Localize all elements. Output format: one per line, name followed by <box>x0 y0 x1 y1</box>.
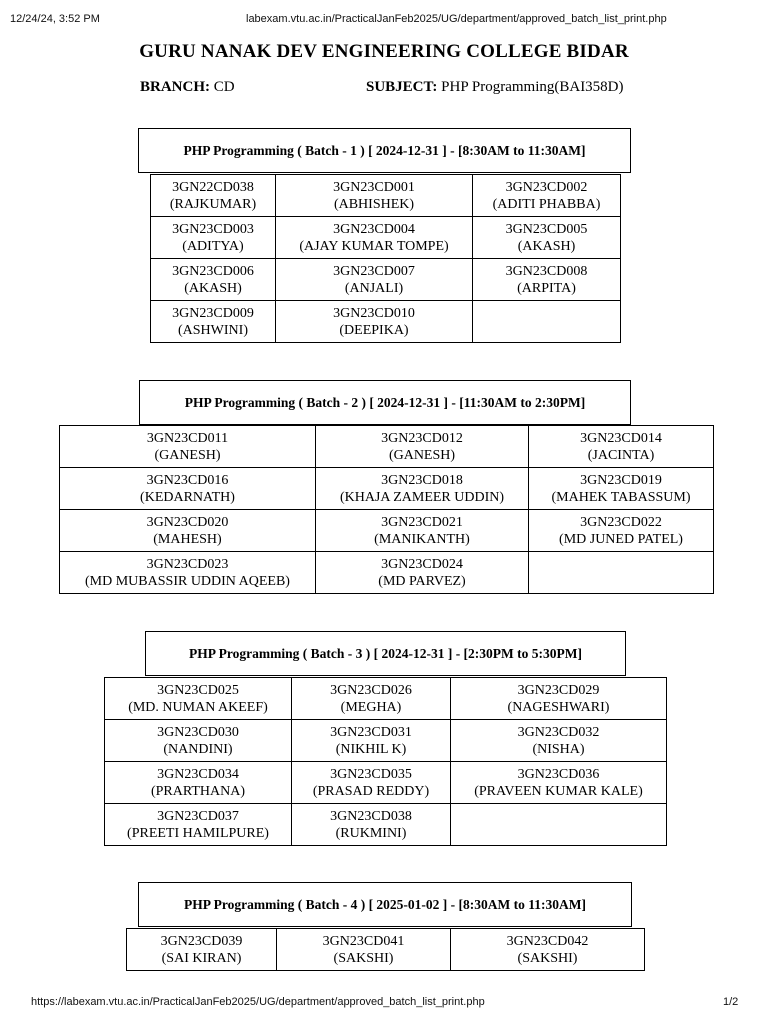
student-cell <box>473 175 621 217</box>
student-usn: 3GN23CD008 <box>505 263 588 279</box>
student-usn: 3GN23CD034 <box>157 766 239 782</box>
student-cell <box>151 301 276 343</box>
student-usn: 3GN23CD036 <box>517 766 600 782</box>
student-name: (ADITYA) <box>182 238 244 254</box>
branch-label: BRANCH: <box>140 79 210 95</box>
student-name: (JACINTA) <box>587 447 655 463</box>
student-name: (MD. NUMAN AKEEF) <box>128 699 268 715</box>
student-name: (RUKMINI) <box>335 825 407 841</box>
student-usn: 3GN23CD003 <box>172 221 254 237</box>
student-name: (MAHEK TABASSUM) <box>551 489 691 505</box>
student-name: (NANDINI) <box>163 741 233 757</box>
batch-table <box>59 425 714 594</box>
student-usn: 3GN23CD024 <box>381 556 463 572</box>
student-cell <box>451 678 667 720</box>
student-cell <box>276 301 473 343</box>
student-name: (ADITI PHABBA) <box>492 196 601 212</box>
student-cell <box>529 468 714 510</box>
student-usn: 3GN23CD006 <box>172 263 254 279</box>
student-cell <box>60 426 316 468</box>
student-cell <box>60 468 316 510</box>
table-row <box>151 175 621 217</box>
print-timestamp: 12/24/24, 3:52 PM <box>10 13 100 25</box>
student-name: (GANESH) <box>388 447 456 463</box>
page-number: 1/2 <box>723 996 739 1008</box>
student-name: (ABHISHEK) <box>333 196 415 212</box>
student-usn: 3GN23CD038 <box>330 808 412 824</box>
student-usn: 3GN23CD039 <box>160 933 243 949</box>
batch-title: PHP Programming ( Batch - 2 ) [ 2024-12-31 ] - [11:30AM to 2:30PM] <box>139 380 631 425</box>
student-name: (DEEPIKA) <box>339 322 409 338</box>
student-name: (SAKSHI) <box>333 950 394 966</box>
student-name: (MD PARVEZ) <box>378 573 466 589</box>
student-usn: 3GN23CD031 <box>330 724 412 740</box>
student-usn: 3GN23CD012 <box>381 430 463 446</box>
student-usn: 3GN23CD020 <box>146 514 229 530</box>
batch-table <box>126 928 645 971</box>
student-cell <box>60 552 316 594</box>
student-cell <box>451 720 667 762</box>
student-name: (AKASH) <box>184 280 242 296</box>
student-cell <box>276 217 473 259</box>
table-row <box>105 762 667 804</box>
student-cell <box>151 259 276 301</box>
student-usn: 3GN23CD021 <box>381 514 463 530</box>
batch-table <box>104 677 667 846</box>
student-cell <box>316 510 529 552</box>
student-cell <box>292 762 451 804</box>
student-name: (PRASAD REDDY) <box>312 783 430 799</box>
table-row <box>105 804 667 846</box>
branch-line <box>140 79 235 96</box>
student-usn: 3GN23CD018 <box>381 472 463 488</box>
student-name: (SAKSHI) <box>517 950 578 966</box>
subject-value: PHP Programming(BAI358D) <box>441 79 624 95</box>
branch-value: CD <box>213 79 235 95</box>
student-usn: 3GN23CD029 <box>517 682 600 698</box>
student-name: (SAI KIRAN) <box>161 950 242 966</box>
student-cell <box>292 678 451 720</box>
subject-line <box>366 79 624 96</box>
student-name: (AKASH) <box>517 238 576 254</box>
student-usn: 3GN23CD042 <box>506 933 589 949</box>
student-usn: 3GN22CD038 <box>172 179 254 195</box>
student-cell <box>151 175 276 217</box>
table-row <box>151 301 621 343</box>
student-cell <box>105 720 292 762</box>
table-row <box>105 720 667 762</box>
student-cell <box>529 510 714 552</box>
student-name: (NAGESHWARI) <box>507 699 610 715</box>
empty-cell <box>451 804 667 846</box>
student-cell <box>105 678 292 720</box>
student-usn: 3GN23CD007 <box>333 263 415 279</box>
student-name: (MANIKANTH) <box>374 531 470 547</box>
student-cell <box>292 720 451 762</box>
table-row <box>60 510 714 552</box>
table-row <box>105 678 667 720</box>
student-cell <box>105 804 292 846</box>
student-cell <box>473 217 621 259</box>
student-cell <box>276 259 473 301</box>
student-usn: 3GN23CD035 <box>330 766 412 782</box>
student-usn: 3GN23CD016 <box>146 472 229 488</box>
print-header-url: labexam.vtu.ac.in/PracticalJanFeb2025/UG/department/approved_batch_list_print.php <box>246 13 667 25</box>
student-usn: 3GN23CD002 <box>505 179 588 195</box>
student-name: (ANJALI) <box>344 280 404 296</box>
table-row <box>151 259 621 301</box>
student-usn: 3GN23CD026 <box>330 682 412 698</box>
student-cell <box>316 468 529 510</box>
student-cell <box>276 175 473 217</box>
student-cell <box>127 929 277 971</box>
student-cell <box>316 552 529 594</box>
student-usn: 3GN23CD041 <box>322 933 405 949</box>
student-cell <box>451 762 667 804</box>
student-usn: 3GN23CD005 <box>505 221 588 237</box>
student-cell <box>316 426 529 468</box>
empty-cell <box>529 552 714 594</box>
student-name: (MAHESH) <box>153 531 222 547</box>
student-usn: 3GN23CD022 <box>580 514 662 530</box>
student-name: (PRARTHANA) <box>150 783 246 799</box>
student-cell <box>529 426 714 468</box>
student-cell <box>473 259 621 301</box>
student-name: (PRAVEEN KUMAR KALE) <box>474 783 643 799</box>
student-cell <box>451 929 645 971</box>
student-usn: 3GN23CD004 <box>333 221 415 237</box>
student-cell <box>60 510 316 552</box>
student-usn: 3GN23CD010 <box>333 305 415 321</box>
student-name: (MD MUBASSIR UDDIN AQEEB) <box>85 573 290 589</box>
print-footer-url: https://labexam.vtu.ac.in/PracticalJanFeb2025/UG/department/approved_batch_list_print.php <box>31 996 485 1008</box>
student-name: (MEGHA) <box>340 699 402 715</box>
student-usn: 3GN23CD001 <box>333 179 415 195</box>
student-name: (ASHWINI) <box>178 322 248 338</box>
student-name: (KEDARNATH) <box>140 489 235 505</box>
batch-title: PHP Programming ( Batch - 1 ) [ 2024-12-31 ] - [8:30AM to 11:30AM] <box>138 128 631 173</box>
table-row <box>151 217 621 259</box>
student-name: (GANESH) <box>154 447 221 463</box>
student-name: (AJAY KUMAR TOMPE) <box>299 238 449 254</box>
student-usn: 3GN23CD019 <box>580 472 662 488</box>
student-name: (NISHA) <box>532 741 585 757</box>
student-name: (RAJKUMAR) <box>169 196 257 212</box>
student-cell <box>292 804 451 846</box>
subject-label: SUBJECT: <box>366 79 438 95</box>
student-usn: 3GN23CD025 <box>157 682 239 698</box>
batch-title: PHP Programming ( Batch - 3 ) [ 2024-12-31 ] - [2:30PM to 5:30PM] <box>145 631 626 676</box>
table-row <box>60 552 714 594</box>
student-name: (PREETI HAMILPURE) <box>127 825 269 841</box>
student-usn: 3GN23CD014 <box>580 430 662 446</box>
student-usn: 3GN23CD011 <box>146 430 229 446</box>
student-name: (MD JUNED PATEL) <box>559 531 683 547</box>
student-cell <box>277 929 451 971</box>
student-name: (ARPITA) <box>517 280 576 296</box>
batch-title: PHP Programming ( Batch - 4 ) [ 2025-01-02 ] - [8:30AM to 11:30AM] <box>138 882 632 927</box>
table-row <box>127 929 645 971</box>
empty-cell <box>473 301 621 343</box>
student-cell <box>105 762 292 804</box>
table-row <box>60 468 714 510</box>
student-name: (KHAJA ZAMEER UDDIN) <box>339 489 505 505</box>
student-usn: 3GN23CD037 <box>157 808 239 824</box>
student-usn: 3GN23CD032 <box>517 724 600 740</box>
student-usn: 3GN23CD009 <box>172 305 254 321</box>
student-usn: 3GN23CD030 <box>157 724 239 740</box>
student-cell <box>151 217 276 259</box>
batch-table <box>150 174 621 343</box>
student-name: (NIKHIL K) <box>335 741 407 757</box>
college-title: GURU NANAK DEV ENGINEERING COLLEGE BIDAR <box>139 41 629 62</box>
table-row <box>60 426 714 468</box>
student-usn: 3GN23CD023 <box>146 556 229 572</box>
